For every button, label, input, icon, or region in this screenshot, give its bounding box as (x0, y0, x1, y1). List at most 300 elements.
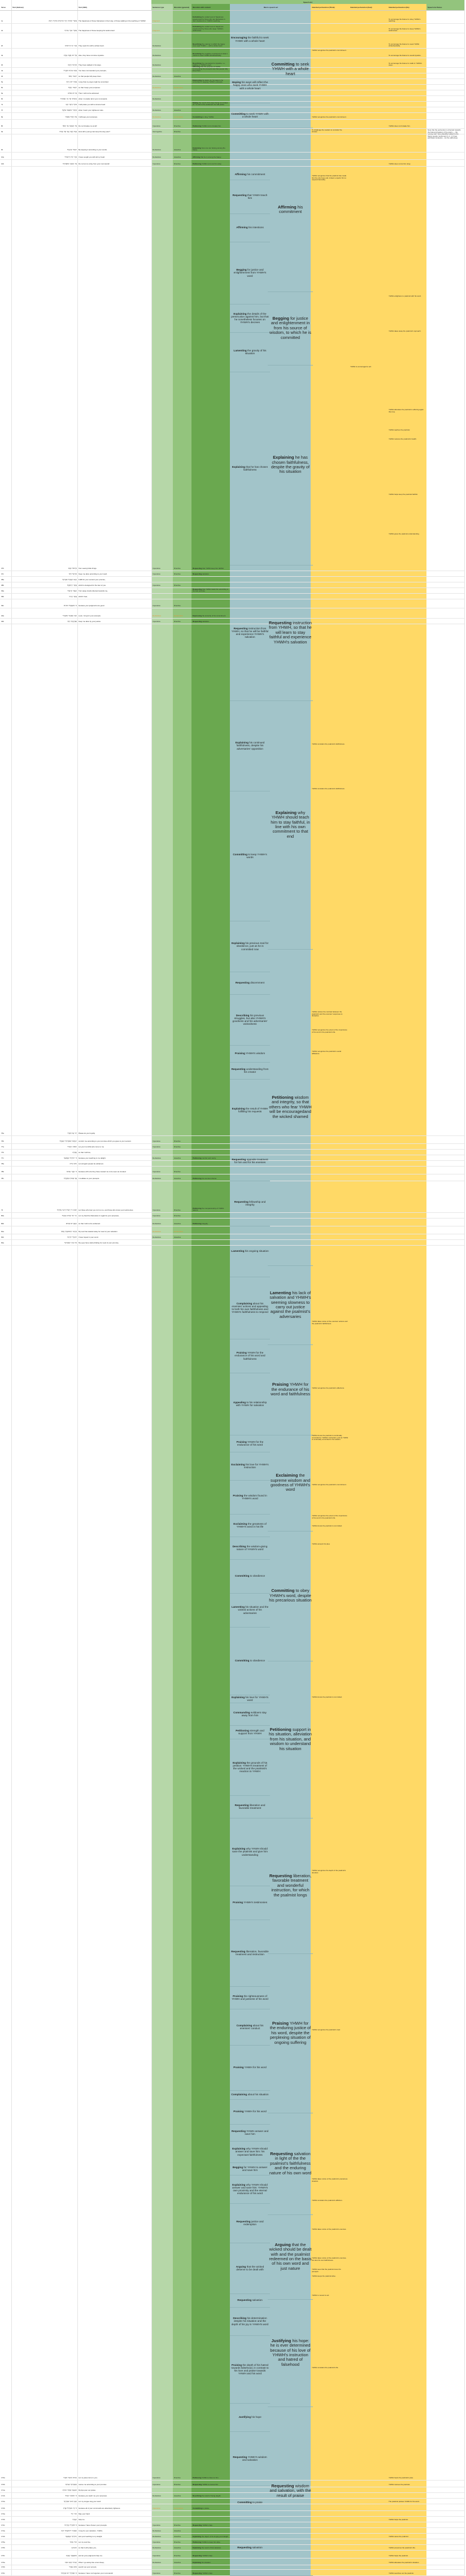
verse-cell[interactable]: 174a (1, 2530, 5, 2533)
illocution-general-cell[interactable]: Assertive (174, 2530, 181, 2533)
illocution-general-cell[interactable]: Directive (174, 2484, 181, 2486)
perlocution-think-note[interactable]: YHWH notices the contrast between the psalmist's and his enemies' responses to discipline. (312, 1011, 343, 1017)
verse-cell[interactable]: 81a (1, 1231, 5, 1233)
illocution-general-cell[interactable]: Commissive (174, 2508, 184, 2510)
illocution-general-cell[interactable]: Directive (174, 621, 181, 623)
cbc-text-cell[interactable]: I have sought you with all my heart. (79, 156, 106, 159)
cbc-text-cell[interactable]: I will praise you with a sincere heart (79, 104, 106, 106)
macro1-cell[interactable] (230, 2294, 270, 2308)
illocution-general-cell[interactable]: Directive (174, 568, 181, 570)
illocution-context-cell[interactable]: Petitioning integrity. (193, 1223, 208, 1225)
cbc-text-cell[interactable]: Look, I long for your precepts. (79, 615, 101, 617)
verse-cell[interactable]: 40a (1, 615, 5, 617)
macro1-cell[interactable] (230, 372, 270, 565)
perlocution-do-cell[interactable]: YHWH hears the psalmist's plea. (389, 2477, 413, 2479)
macro1-cell[interactable] (230, 1627, 270, 1695)
perlocution-do-cell[interactable]: To encourage the listener to keep YHWH's testimonies. (389, 28, 421, 32)
cbc-text-cell[interactable]: Please let your loyalty (79, 1133, 95, 1135)
illocution-context-cell[interactable]: Requesting salvation. (193, 621, 210, 623)
sentence-type-cell[interactable]: Declarative (153, 98, 162, 101)
hebrew-text-cell[interactable]: אַף לֹא־פָעֲלוּ עַוְלָה (63, 55, 77, 57)
macro2-cell[interactable] (268, 1953, 313, 2113)
verse-cell[interactable]: 39b (1, 596, 5, 598)
cbc-text-cell[interactable]: because all of your commands are absolutely righteous. (79, 2508, 121, 2510)
macro1-cell[interactable] (230, 2403, 270, 2432)
illocution-context-cell[interactable]: Expressing the sincerity of his commitment. (193, 615, 227, 617)
verse-cell[interactable]: 172a (1, 2501, 5, 2503)
hebrew-text-cell[interactable]: כִּי פִקּוּדֶיךָ בָחָרְתִּי׃ (64, 2525, 77, 2527)
illocution-context-cell[interactable]: Explaining his situation. (193, 2562, 211, 2564)
illocution-general-cell[interactable]: Assertive (174, 1178, 181, 1180)
illocution-context-cell[interactable]: Petitioning YHWH to listen to him. (193, 2477, 219, 2479)
cbc-text-cell[interactable]: By keeping it according to your words. (79, 149, 107, 151)
perlocution-do-cell[interactable]: The psalmist praises YHWH for his word. (389, 2501, 420, 2503)
hebrew-text-cell[interactable]: יָשׁוּבוּ לִי יְרֵאֶיךָ וְיֹדְעֵי עֵדֹתֶיךָ׃ (57, 1209, 77, 1212)
illocution-context-cell[interactable]: Affirming that he is among the happy. (193, 156, 221, 159)
illocution-context-cell[interactable]: Requesting salvation. (193, 573, 210, 576)
macro1-cell[interactable] (230, 1703, 270, 1726)
macro1-cell[interactable] (230, 1062, 270, 1080)
verse-cell[interactable]: 78b (1, 1171, 5, 1173)
cbc-text-cell[interactable]: so that I will live, (79, 1152, 91, 1154)
perlocution-do-note[interactable]: YHWH alleviates the psalmist's suffering again this time. (389, 408, 424, 413)
macro2-cell[interactable] (268, 1435, 313, 1531)
hebrew-text-cell[interactable]: יֵבֹשׁוּ זֵדִים (69, 1163, 77, 1165)
illocution-context-cell[interactable]: Stating the result of his ways being committed, viz. he will not be ashamed, but will praise. (193, 102, 228, 106)
macro1-cell[interactable] (230, 1181, 270, 1226)
macro1-cell[interactable] (230, 103, 270, 128)
verse-cell[interactable]: 9a (1, 131, 3, 133)
cbc-text-cell[interactable]: so that I keep your purposes. (79, 87, 101, 89)
macro1-cell[interactable] (230, 1593, 270, 1628)
macro1-cell[interactable] (230, 1514, 270, 1537)
cbc-text-cell[interactable]: search out your servant, (79, 2566, 97, 2569)
macro1-cell[interactable] (230, 921, 270, 972)
macro1-cell[interactable] (230, 2335, 270, 2404)
illocution-general-cell[interactable]: Assertive (174, 156, 181, 159)
hebrew-text-cell[interactable]: וּמִשְׁפָּטֶךָ יַעְזְרֻנִי׃ (66, 2555, 77, 2557)
speech-act-note[interactable]: Note that the perlocution is directed towards the listeners/readers of the psalm — the "young man" here plausibly related to the happy people mentioned in vv. 1-3 (see participant analysis) - not the addressee. (428, 129, 461, 140)
cbc-text-cell[interactable]: Do not forsake me at all! (79, 125, 97, 128)
macro1-cell[interactable] (230, 2124, 270, 2142)
cbc-text-cell[interactable]: When I go astray like a lost sheep, (79, 2562, 104, 2564)
perlocution-do-cell[interactable]: YHWH helps the psalmist. (389, 2519, 408, 2521)
sentence-type-cell[interactable]: Declarative (153, 116, 162, 119)
hebrew-text-cell[interactable]: תָּבוֹא תְחִנָּתִי לְפָנֶיךָ (63, 2477, 77, 2479)
cbc-text-cell[interactable]: They seek him with a whole heart. (79, 45, 104, 47)
hebrew-text-cell[interactable]: הָקֵם לְעַבְדְּךָ אִמְרָתֶךָ (62, 579, 77, 581)
verse-cell[interactable]: 39a (1, 590, 5, 593)
verse-cell[interactable]: 37b (1, 568, 5, 570)
cbc-text-cell[interactable]: I have hoped in your word. (79, 1237, 99, 1239)
illocution-general-cell[interactable]: Assertive (174, 110, 181, 112)
illocution-general-cell[interactable]: Directive (174, 1171, 181, 1173)
sentence-type-cell[interactable]: Imperative (153, 1146, 161, 1148)
macro1-cell[interactable] (230, 2162, 270, 2175)
illocution-context-cell[interactable]: Requesting that YHWH keep him faithful. (193, 568, 224, 570)
illocution-context-cell[interactable]: Describing the counterpart to injustice, i.e., walking in YHWH's ways. (193, 62, 226, 67)
illocution-general-cell[interactable]: Directive (174, 163, 181, 166)
hebrew-text-cell[interactable]: אוֹדְךָ בְּיֹשֶׁר לֵבָב (66, 104, 77, 106)
macro1-cell[interactable] (230, 565, 270, 701)
macro1-cell[interactable] (230, 1277, 270, 1339)
sentence-type-cell[interactable]: Imperative (153, 2484, 161, 2486)
verse-cell[interactable]: 79 (1, 1209, 3, 1212)
perlocution-think-note[interactable]: YHWH takes notice of the psalmist's enemies, but also his own faithfulness. (312, 2257, 347, 2261)
sentence-type-cell[interactable]: Imperative (153, 1209, 161, 1212)
macro1-cell[interactable] (230, 972, 270, 995)
perlocution-think-note[interactable]: YHWH is moved to act. (312, 2294, 330, 2296)
header-cbc[interactable]: Text (CBC) (77, 4, 151, 11)
hebrew-text-cell[interactable]: בְּלָמְדִי מִשְׁפְּטֵי צִדְקֶךָ׃ (62, 110, 77, 112)
perlocution-think-note[interactable]: YHWH knows the psalmist is continually committed to YHWH's instruction, just as YHWH is continually committed to his wisdom. (312, 1434, 348, 1441)
sentence-type-cell[interactable]: Imperative (153, 2508, 161, 2510)
sentence-type-cell[interactable]: Declarative (153, 87, 162, 89)
cbc-text-cell[interactable]: which is designed for the fear of you. (79, 585, 106, 587)
sentence-type-cell[interactable]: Declarative (153, 45, 162, 47)
sentence-type-cell[interactable]: Imperative (153, 2555, 161, 2557)
cbc-text-cell[interactable]: Also, they have not done injustice. (79, 55, 104, 57)
cbc-text-cell[interactable]: I pray that my ways might be committed (79, 81, 108, 84)
macro1-cell[interactable] (230, 1920, 270, 1987)
hebrew-text-cell[interactable]: לִדְבָרְךָ יִחָלְתִּי׃ (67, 1237, 77, 1239)
verse-cell[interactable]: 37c (1, 573, 4, 576)
macro1-cell[interactable] (230, 791, 270, 921)
illocution-context-cell[interactable]: Explaining how one can belong among the happy. (193, 147, 225, 151)
illocution-general-cell[interactable]: Assertive (174, 2562, 181, 2564)
sentence-type-cell[interactable]: Imperative (153, 1215, 161, 1217)
illocution-general-cell[interactable]: Assertive (174, 76, 181, 78)
perlocution-think-note[interactable]: YHWH recognizes the psalmist's social affiliations. (312, 1050, 341, 1055)
sentence-type-cell[interactable]: Interrogative (153, 131, 162, 133)
macro1-cell[interactable] (230, 700, 270, 791)
perlocution-think-note[interactable]: YHWH sees that the psalmist loves his precepts. (312, 2268, 341, 2273)
macro1-cell[interactable] (230, 180, 270, 214)
verse-cell[interactable]: 4a (1, 70, 3, 72)
macro1-cell[interactable] (230, 2009, 270, 2046)
hebrew-text-cell[interactable]: תְּהִי־יָדְךָ (71, 2513, 77, 2516)
illocution-general-cell[interactable]: Directive (174, 2542, 181, 2544)
macro2-cell[interactable] (268, 565, 313, 701)
sentence-type-cell[interactable]: Fragment (153, 30, 160, 32)
cbc-text-cell[interactable]: because your judgments are good. (79, 605, 105, 607)
perlocution-do-note[interactable]: YHWH enlightens to psalmist with his word. (389, 295, 421, 297)
macro2-cell[interactable] (268, 2113, 313, 2215)
illocution-general-cell[interactable]: Directive (174, 1215, 181, 1217)
verse-cell[interactable]: 176c (1, 2573, 5, 2575)
macro1-cell[interactable] (230, 1480, 270, 1515)
sentence-type-cell[interactable]: Imperative (153, 163, 161, 166)
illocution-general-cell[interactable]: Assertive (174, 1237, 181, 1239)
cbc-text-cell[interactable]: Then I will not be ashamed (79, 93, 99, 95)
macro1-cell[interactable] (230, 2486, 270, 2520)
macro2-cell[interactable] (268, 128, 313, 292)
verse-cell[interactable]: 171b (1, 2495, 5, 2497)
perlocution-do-note[interactable]: YHWH restores the psalmist's health. (389, 438, 417, 440)
illocution-context-cell[interactable]: Requesting YHWH to rescue him. (193, 2484, 219, 2486)
macro2-cell[interactable] (268, 291, 313, 365)
illocution-context-cell[interactable]: Petitioning his enemies shame. (193, 1178, 217, 1180)
sentence-type-cell[interactable]: Declarative (153, 1223, 162, 1225)
cbc-text-cell[interactable]: The happiness of those keeping his testimonies! (79, 30, 115, 32)
hebrew-text-cell[interactable]: תַּבַּעְנָה שְׂפָתַי תְּהִלָּה (62, 2490, 77, 2492)
sentence-type-cell[interactable]: Declarative (153, 2530, 162, 2533)
sentence-type-cell[interactable]: Declarative (153, 2547, 162, 2549)
macro1-cell[interactable] (230, 1045, 270, 1063)
macro1-cell[interactable] (230, 169, 270, 180)
perlocution-think-cell[interactable]: YHWH recognizes the psalmist's commitment. (312, 116, 347, 119)
perlocution-do-cell[interactable]: YHWH saves the psalmist. (389, 2536, 409, 2538)
cbc-text-cell[interactable]: Keep me alive according to your word. (79, 573, 108, 576)
perlocution-think-cell[interactable]: To challenge the readers to consider the answer. (312, 129, 342, 133)
hebrew-text-cell[interactable]: לִשְׁמֹר חֻקֶּיךָ׃ (68, 87, 77, 89)
illocution-context-cell[interactable]: Requesting that YHWH treats him according to his own promise. (193, 588, 229, 593)
hebrew-text-cell[interactable]: אַתָּה צִוִּיתָה פִקֻּדֶיךָ (63, 70, 77, 72)
verse-cell[interactable]: 9b (1, 149, 3, 151)
verse-cell[interactable]: 4b (1, 76, 3, 78)
verse-cell[interactable]: 172b (1, 2508, 5, 2510)
illocution-context-cell[interactable]: Exclaiming the scalar level of happiness experienced by those who keep YHWH's testimonies. (193, 26, 224, 32)
macro1-cell[interactable] (230, 242, 270, 304)
illocution-context-cell[interactable]: Exclaiming the scalar level of happiness experienced by those who are blameless in their obedience to YHWH's teaching. (193, 16, 225, 23)
table-row[interactable] (0, 152, 464, 160)
perlocution-do-cell[interactable]: YHWH alleviates the psalmist's situation. (389, 2562, 420, 2564)
illocution-general-cell[interactable]: Directive (174, 2477, 181, 2479)
verse-cell[interactable]: 176a (1, 2562, 5, 2564)
macro1-cell[interactable] (230, 304, 270, 333)
hebrew-text-cell[interactable]: אָז לֹא־אֵבוֹשׁ (68, 93, 77, 95)
macro2-cell[interactable] (268, 1818, 313, 1954)
illocution-context-cell[interactable]: Petitioning YHWH not to let him stray. (193, 163, 222, 166)
cbc-text-cell[interactable]: My lips pour out praise (79, 2490, 96, 2492)
verse-cell[interactable]: 2a (1, 30, 3, 32)
verse-cell[interactable]: 175b (1, 2547, 5, 2549)
perlocution-do-cell[interactable]: YHWH does not forsake him. (389, 125, 411, 128)
hebrew-text-cell[interactable]: לְעָזְרֵנִי (72, 2519, 77, 2521)
hebrew-text-cell[interactable]: כִּי־תוֹרָתְךָ שַׁעֲשֻׁעָי׃ (64, 1158, 77, 1160)
table-row[interactable] (0, 134, 464, 153)
perlocution-think-note[interactable]: YHWH recognizes the psalmist's zeal. (312, 2029, 341, 2031)
perlocution-do-note[interactable]: YHWH takes away the psalmist's reproach. (389, 330, 421, 332)
hebrew-text-cell[interactable]: אַל־תַּשְׁגֵּנִי מִמִּצְוֹתֶיךָ׃ (63, 163, 77, 166)
perlocution-think-note[interactable]: YHWH recognizes the depth of the psalmist's devotion. (312, 1869, 346, 1874)
hebrew-text-cell[interactable]: כְּאִמְרָתְךָ הַצִּילֵנִי׃ (65, 2484, 77, 2486)
cbc-text-cell[interactable]: I meditate on your precepts. (79, 1178, 100, 1180)
perlocution-think-note[interactable]: YHWH recognizes the psalmist's affections. (312, 1387, 345, 1389)
cbc-text-cell[interactable]: Let those who fear you turn to me, and those who know your testimonies. (79, 1209, 134, 1212)
cbc-text-cell[interactable]: so that I will not be ashamed. (79, 1223, 101, 1225)
macro1-cell[interactable] (230, 1339, 270, 1373)
sentence-type-cell[interactable]: Declarative (153, 76, 162, 78)
macro1-cell[interactable] (230, 68, 270, 103)
verse-cell[interactable]: 2b (1, 45, 3, 47)
illocution-context-cell[interactable]: Requesting YHWH's help. (193, 2573, 213, 2575)
macro1-cell[interactable] (230, 1818, 270, 1886)
hebrew-text-cell[interactable]: בַּמֶּה יְזַכֶּה־נַּעַר אֶת־אָרְחוֹ (59, 131, 77, 133)
hebrew-text-cell[interactable]: אַחֲלַי יִכֹּנוּ דְרָכָי (66, 81, 77, 84)
cbc-text-cell[interactable]: when I learn your righteous rules. (79, 110, 104, 112)
cbc-text-cell[interactable]: because with a lie they have caused me to be seen as crooked. (79, 1171, 127, 1173)
illocution-context-cell[interactable]: Petitioning YHWH not to forsake him. (193, 125, 221, 128)
cbc-text-cell[interactable]: and your teaching is my delight. (79, 2536, 103, 2538)
sentence-type-cell[interactable]: Declarative (153, 1178, 162, 1180)
illocution-general-cell[interactable]: Directive (174, 2525, 181, 2527)
hebrew-text-cell[interactable]: כִּי מִצְוֹתֶיךָ לֹא שָׁכָחְתִּי׃ (61, 2573, 77, 2575)
sentence-type-cell[interactable]: Declarative (153, 1237, 162, 1239)
cbc-text-cell[interactable]: so that it will praise you, (79, 2547, 97, 2549)
hebrew-text-cell[interactable]: אֲשֶׁר לְיִרְאָתֶךָ׃ (67, 585, 77, 587)
cbc-text-cell[interactable]: Let my heart be blameless in regard to your purposes, (79, 1215, 119, 1217)
verse-cell[interactable]: 77a (1, 1146, 5, 1148)
verse-cell[interactable]: 5b (1, 87, 3, 89)
cbc-text-cell[interactable]: The happiness of those blameless in their way, of those walking in the teaching of YHWH! (79, 20, 146, 23)
macro1-cell[interactable] (230, 2203, 270, 2243)
perlocution-think-note[interactable]: YHWH knows the psalmist is committed. (312, 1696, 342, 1698)
illocution-general-cell[interactable]: Assertive (174, 1158, 181, 1160)
sentence-type-cell[interactable]: Imperative (153, 2542, 161, 2544)
cbc-text-cell[interactable]: and let your judgments help me. (79, 2555, 103, 2557)
illocution-context-cell[interactable]: Affirming that the purpose of YHWH commanding his precepts was that people fully keep them. (193, 66, 228, 72)
macro1-cell[interactable] (230, 1373, 270, 1435)
perlocution-feel-note[interactable]: YHWH is encouraged to act. (350, 365, 372, 368)
sentence-type-cell[interactable]: Imperative (153, 621, 161, 623)
macro1-cell[interactable] (230, 1559, 270, 1594)
verse-cell[interactable]: 1a (1, 20, 3, 23)
macro1-cell[interactable] (230, 1725, 270, 1739)
cbc-text-cell[interactable]: Fulfill for your servant your promise, (79, 579, 106, 581)
sentence-type-cell[interactable]: Imperative (153, 2573, 161, 2575)
macro1-cell[interactable] (230, 2307, 270, 2336)
hebrew-text-cell[interactable]: בִּדְרָכָיו הָלָכוּ׃ (68, 64, 77, 67)
verse-cell[interactable]: 173a (1, 2513, 5, 2516)
macro1-cell[interactable] (230, 332, 270, 372)
macro2-cell[interactable] (268, 2214, 313, 2300)
verse-cell[interactable]: 3b (1, 64, 3, 67)
cbc-text-cell[interactable]: Turn away insults directed towards me, (79, 590, 108, 593)
cbc-text-cell[interactable]: Let my tongue sing your word (79, 2501, 101, 2503)
perlocution-do-cell[interactable]: YHWH rescues the psalmist. (389, 2484, 411, 2486)
macro1-cell[interactable] (230, 2243, 270, 2294)
macro2-cell[interactable] (268, 700, 313, 950)
hebrew-text-cell[interactable]: הַעֲבֵר חֶרְפָּתִי (67, 590, 77, 593)
header-perlocution-do[interactable]: Intended perlocution (Do) (387, 4, 426, 11)
verse-cell[interactable]: 3a (1, 55, 3, 57)
verse-cell[interactable]: 76a (1, 1133, 5, 1135)
perlocution-think-note[interactable]: YHWH recognizes the psalmist's commitment. (312, 49, 347, 51)
illocution-general-cell[interactable]: Commissive (174, 116, 184, 119)
macro1-cell[interactable] (230, 2141, 270, 2163)
macro1-cell[interactable] (230, 1739, 270, 1796)
verse-cell[interactable]: 10b (1, 163, 5, 166)
macro1-cell[interactable] (230, 2175, 270, 2204)
illocution-context-cell[interactable]: Requesting YHWH's help. (193, 2525, 213, 2527)
verse-cell[interactable]: 173b (1, 2519, 5, 2521)
macro1-cell[interactable] (230, 1226, 270, 1277)
sentence-type-cell[interactable]: Declarative (153, 2562, 162, 2564)
perlocution-think-note[interactable]: YHWH considers the psalmist's affliction. (312, 2199, 343, 2201)
sentence-type-cell[interactable]: Declarative (153, 64, 162, 67)
hebrew-text-cell[interactable]: כָּלוּ עֵינַי לְאִמְרָתֶךָ (64, 1242, 77, 1245)
perlocution-think-note[interactable]: YHWH knows the psalmist is committed. (312, 1525, 342, 1527)
illocution-general-cell[interactable]: Directive (174, 573, 181, 576)
hebrew-text-cell[interactable]: אַל־תַּעַזְבֵנִי עַד־מְאֹד׃ (62, 125, 77, 128)
macro2-cell[interactable] (268, 1661, 313, 1818)
perlocution-think-note[interactable]: YHWH takes notice of the psalmist's enemies. (312, 2228, 347, 2230)
macro1-cell[interactable] (230, 2520, 270, 2576)
cbc-text-cell[interactable]: because I have chosen your precepts. (79, 2525, 107, 2527)
perlocution-think-note[interactable]: YHWH takes notice of the psalmist's precarious situation. (312, 2178, 348, 2182)
illocution-general-cell[interactable]: Directive (174, 2573, 181, 2575)
macro1-cell[interactable] (230, 1537, 270, 1560)
illocution-context-cell[interactable]: Petitioning comfort and mercy. (193, 1158, 216, 1160)
cbc-text-cell[interactable]: Do not let me stray from your commands! (79, 163, 110, 166)
perlocution-do-cell[interactable]: YHWH does not let him stray. (389, 163, 411, 166)
illocution-general-cell[interactable]: Assertive (174, 2495, 181, 2497)
illocution-general-cell[interactable]: Exclamation (174, 30, 184, 32)
hebrew-text-cell[interactable]: תָּעִיתִי כְּשֶׂה אֹבֵד (64, 2562, 77, 2564)
perlocution-do-note[interactable]: YHWH helps keep the psalmist faithful. (389, 493, 418, 495)
illocution-general-cell[interactable]: Assertive (174, 149, 181, 151)
cbc-text-cell[interactable]: which I fear, (79, 596, 88, 598)
macro1-cell[interactable] (230, 1079, 270, 1142)
illocution-context-cell[interactable]: Committing to obey YHWH. (193, 116, 215, 119)
cbc-text-cell[interactable]: help me (79, 2519, 85, 2521)
hebrew-text-cell[interactable]: בִּדְרָכֶךָ חַיֵּנִי׃ (68, 573, 77, 576)
sentence-type-cell[interactable]: Declarative (153, 615, 162, 617)
perlocution-think-note[interactable]: YHWH considers the psalmist's life. (312, 2366, 339, 2369)
sentence-type-cell[interactable]: Imperative (153, 2477, 161, 2479)
illocution-context-cell[interactable]: Petitioning the companionship of YHWH-fearers. (193, 1207, 224, 1212)
macro2-cell[interactable] (268, 949, 313, 1266)
header-hebrew[interactable]: Text (Hebrew) (11, 4, 77, 11)
illocution-context-cell[interactable]: Expressing his desire for his ways to be committed in keeping YHWH's precepts. (193, 79, 224, 84)
perlocution-do-cell[interactable]: YHWH helps the psalmist. (389, 2555, 408, 2557)
hebrew-text-cell[interactable]: הִנֵּה תָּאַבְתִּי לְפִקֻּדֶיךָ (62, 615, 77, 617)
cbc-text-cell[interactable]: when I consider all of your commands. (79, 98, 108, 101)
verse-cell[interactable]: 81b (1, 1237, 5, 1239)
verse-cell[interactable]: 7b (1, 110, 3, 112)
verse-cell[interactable]: 5a (1, 81, 3, 84)
sentence-type-cell[interactable]: Fragment (153, 20, 160, 23)
hebrew-text-cell[interactable]: לְמַעַן לֹא אֵבוֹשׁ׃ (66, 1223, 77, 1225)
hebrew-text-cell[interactable]: אֲנִי אָשִׂיחַ בְּפִקֻּדֶיךָ׃ (64, 1178, 77, 1180)
sentence-type-cell[interactable]: Declarative (153, 2495, 162, 2497)
perlocution-think-note[interactable]: YHWH takes notice of the enemies' actions and the psalmist's faithfulness. (312, 1320, 348, 1325)
perlocution-think-note[interactable]: YHWH recognizes the extent of the importance of his word in the psalmist's life. (312, 1515, 347, 1519)
hebrew-text-cell[interactable]: תְּחִי־נַפְשִׁי (69, 2542, 77, 2544)
macro1-cell[interactable] (230, 1795, 270, 1818)
macro1-cell[interactable] (230, 994, 270, 1046)
hebrew-text-cell[interactable]: כִּי כָל־מִצְוֹתֶיךָ צֶּדֶק׃ (63, 2508, 77, 2510)
cbc-text-cell[interactable]: My soul has wasted away for need of your salvation. (79, 1231, 118, 1233)
verse-cell[interactable]: 176b (1, 2566, 5, 2569)
perlocution-think-note[interactable]: YHWH keeps the psalmist alive. (312, 2275, 336, 2277)
verse-cell[interactable]: 173c (1, 2525, 5, 2527)
illocution-general-cell[interactable]: Exclamation (174, 615, 184, 617)
cbc-text-cell[interactable]: because your teaching is my delight. (79, 1158, 106, 1160)
header-verse[interactable]: Verse (0, 4, 11, 11)
cbc-text-cell[interactable]: from seeing futile things. (79, 568, 97, 570)
hebrew-text-cell[interactable]: לְנַחֲמֵנִי כְּאִמְרָתְךָ לְעַבְדֶּךָ׃ (59, 1141, 77, 1143)
verse-cell[interactable]: 76b (1, 1141, 5, 1143)
sentence-type-cell[interactable]: Declarative (153, 149, 162, 151)
verse-cell[interactable]: 175c (1, 2555, 5, 2557)
hebrew-text-cell[interactable]: יְהִי־נָא חַסְדְּךָ (67, 1133, 77, 1135)
hebrew-text-cell[interactable]: כִּי־שֶׁקֶר עִוְּתוּנִי (66, 1171, 77, 1173)
macro1-cell[interactable] (230, 2045, 270, 2091)
sentence-type-cell[interactable]: Declarative (153, 156, 162, 159)
hebrew-text-cell[interactable]: וְתוֹרָתְךָ שַׁעֲשֻׁעָי׃ (66, 2536, 77, 2538)
